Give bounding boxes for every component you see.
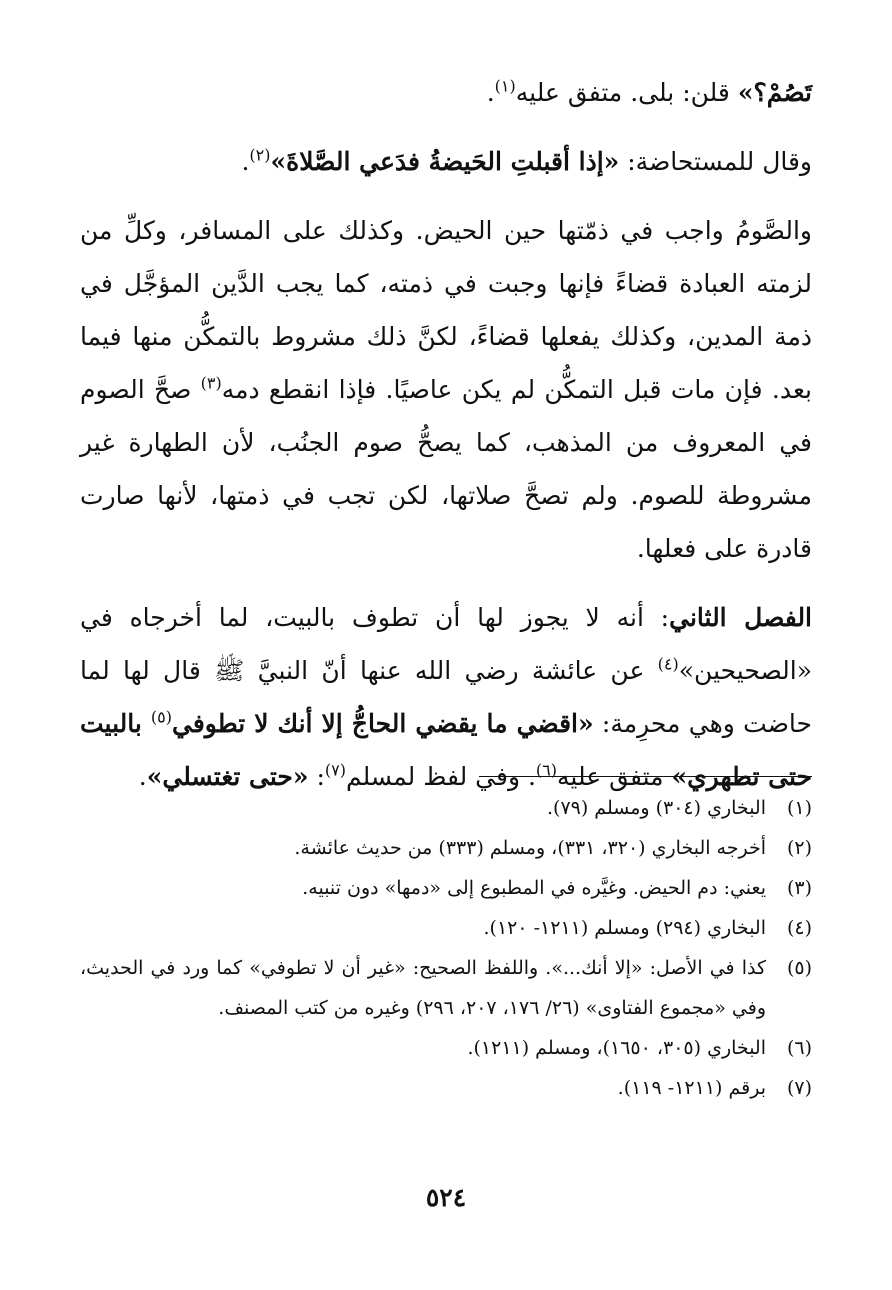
footnote-3 bbox=[80, 868, 812, 908]
text: : أنه لا يجوز لها أن تطوف بالبيت، لما أخرجاه في «الصحيحين» bbox=[80, 603, 812, 685]
section-heading: الفصل الثاني bbox=[669, 603, 813, 632]
footnote-text: البخاري (٣٠٥، ١٦٥٠)، ومسلم (١٢١١). bbox=[467, 1037, 766, 1059]
footnote-ref: (٤) bbox=[657, 654, 679, 674]
footnote-1 bbox=[80, 788, 812, 828]
paragraph-4 bbox=[80, 591, 812, 803]
footnote-text: برقم (١٢١١- ١١٩). bbox=[617, 1077, 766, 1099]
text: . bbox=[241, 147, 250, 176]
footnote-text: البخاري (٣٠٤) ومسلم (٧٩). bbox=[546, 797, 766, 819]
paragraph-2 bbox=[80, 135, 812, 188]
footnote-number: (٤) bbox=[786, 917, 812, 939]
text: قلن: بلى. متفق عليه bbox=[515, 78, 738, 107]
footnote-4 bbox=[80, 908, 812, 948]
footnote-7 bbox=[80, 1068, 812, 1108]
text: وقال للمستحاضة: bbox=[619, 147, 812, 176]
footnote-ref: (٥) bbox=[150, 707, 172, 727]
text: متفق عليه bbox=[557, 762, 672, 791]
quote: تَصُمْ؟» bbox=[737, 78, 812, 107]
footnote-number: (٢) bbox=[786, 837, 812, 859]
quote: «إذا أقبلتِ الحَيضةُ فدَعي الصَّلاةَ» bbox=[270, 147, 620, 176]
footnote-text: يعني: دم الحيض. وغيَّره في المطبوع إلى «دمها» دون تنبيه. bbox=[302, 877, 766, 899]
footnote-number: (٧) bbox=[786, 1077, 812, 1099]
footnote-number: (١) bbox=[786, 797, 812, 819]
footnote-ref: (٦) bbox=[535, 760, 558, 780]
footnote-text: أخرجه البخاري (٣٢٠، ٣٣١)، ومسلم (٣٣٣) من حديث عائشة. bbox=[294, 837, 766, 859]
footnote-ref: (٧) bbox=[324, 760, 346, 780]
footnote-text: كذا في الأصل: «إلا أنك...». واللفظ الصحيح: «غير أن لا تطوفي» كما ورد في الحديث، وفي «مجموع الفتاوى» (٢٦/ ١٧٦، ٢٠٧، ٢٩٦) وغيره من كتب المصنف. bbox=[80, 957, 766, 1019]
footnote-number: (٦) bbox=[786, 1037, 812, 1059]
footnote-5 bbox=[80, 948, 812, 1028]
main-text bbox=[80, 66, 812, 803]
footnote-number: (٥) bbox=[786, 957, 812, 979]
footnote-text: البخاري (٢٩٤) ومسلم (١٢١١- ١٢٠). bbox=[483, 917, 766, 939]
footnote-6 bbox=[80, 1028, 812, 1068]
footnote-number: (٣) bbox=[786, 877, 812, 899]
quote: «حتى تغتسلي» bbox=[146, 762, 309, 791]
paragraph-1 bbox=[80, 66, 812, 119]
footnote-ref: (١) bbox=[494, 76, 516, 96]
quote: بالبيت حتى تطهري» bbox=[80, 709, 812, 791]
text: . bbox=[486, 78, 495, 107]
text: والصَّومُ واجب في ذمّتها حين الحيض. وكذلك على المسافر، وكلِّ من لزمته العبادة قضاءً فإنها وجبت في ذمته، كما يجب الدَّين المؤجَّل في ذمة المدين، وكذلك يفعلها قضاءً، لكنَّ ذلك مشروط بالتمكُّن منها فيما بعد. فإن مات قبل التمكُّن لم يكن عاصيًا. فإذا انقطع دمه bbox=[80, 216, 812, 404]
quote: «اقضي ما يقضي الحاجُّ إلا أنك لا تطوفي bbox=[171, 709, 594, 738]
text: صحَّ الصوم في المعروف من المذهب، كما يصحُّ صوم الجنُب، لأن الطهارة غير مشروطة للصوم. ولم تصحَّ صلاتها، لكن تجب في ذمتها، لأنها صارت قادرة على فعلها. bbox=[80, 375, 812, 563]
footnotes bbox=[80, 788, 812, 1108]
footnote-2 bbox=[80, 828, 812, 868]
footnote-divider bbox=[479, 776, 812, 777]
text: . bbox=[138, 762, 147, 791]
text: عن عائشة رضي الله عنها أنّ النبيَّ ﷺ قال لها لما حاضت وهي محرِمة: bbox=[80, 656, 812, 738]
text: . وفي لفظ لمسلم bbox=[345, 762, 536, 791]
text: : bbox=[308, 762, 325, 791]
footnote-ref: (٣) bbox=[200, 373, 222, 393]
page-number: ٥٢٤ bbox=[425, 1183, 467, 1212]
paragraph-3 bbox=[80, 204, 812, 575]
footnote-ref: (٢) bbox=[249, 145, 271, 165]
